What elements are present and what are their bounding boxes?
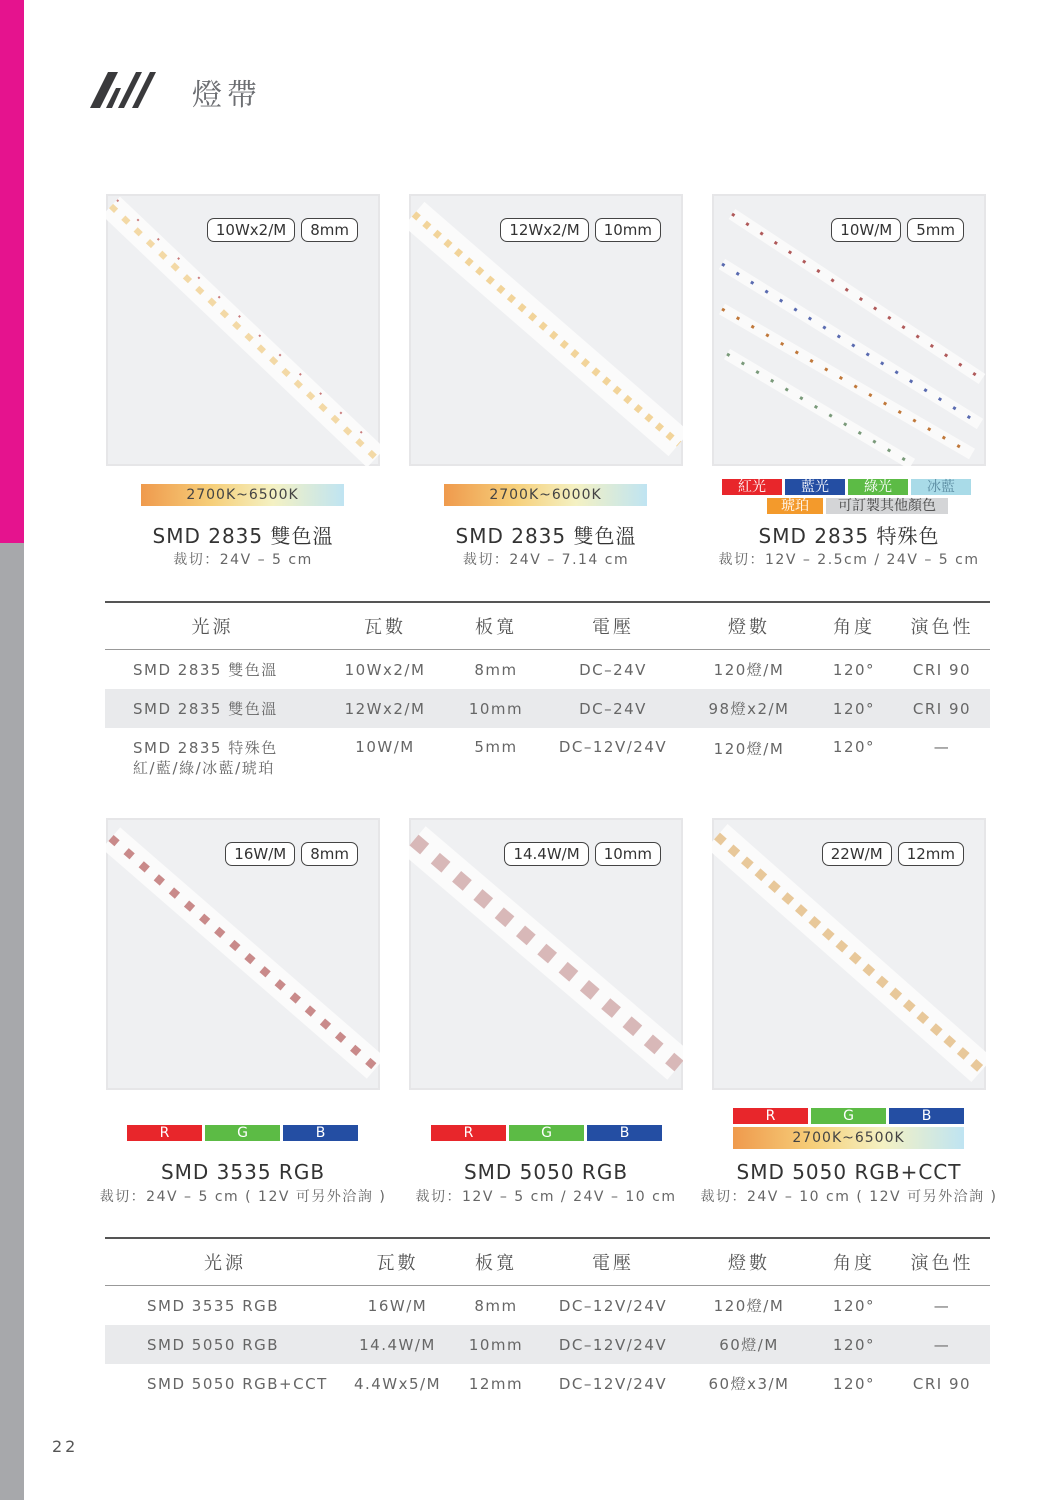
cell-led-count: 120燈/M	[713, 1297, 785, 1315]
table-row	[105, 689, 990, 728]
table-row	[105, 1286, 990, 1326]
wattage-badge: 14.4W/M	[504, 842, 588, 866]
color-green: 綠光	[848, 479, 908, 495]
side-accent-pink	[0, 0, 24, 543]
source-name: SMD 2835 特殊色	[133, 739, 278, 757]
column-header: 瓦數	[364, 617, 406, 638]
width-badge: 10mm	[595, 218, 661, 242]
table-row	[105, 1364, 990, 1403]
cell-wattage: 16W/M	[367, 1296, 428, 1315]
wattage-badge: 10Wx2/M	[207, 218, 295, 242]
cell-width: 8mm	[474, 660, 518, 679]
width-badge: 12mm	[898, 842, 964, 866]
color-temp-bar: 2700K~6500K	[141, 484, 344, 506]
rgb-green: G	[811, 1108, 886, 1124]
cell-wattage: 12Wx2/M	[320, 689, 450, 728]
side-accent-gray	[0, 543, 24, 1500]
wattage-badge: 16W/M	[225, 842, 295, 866]
cell-led-count: 120燈/M	[713, 661, 785, 679]
column-header: 演色性	[910, 617, 974, 638]
table-header-row	[105, 1238, 990, 1286]
cut-spec: 裁切：24V – 5 cm	[173, 552, 313, 568]
page-number: 22	[52, 1437, 79, 1456]
spec-table-1	[105, 601, 990, 779]
column-header: 角度	[833, 1253, 875, 1274]
rgb-bar	[733, 1108, 964, 1124]
column-header: 板寬	[475, 617, 517, 638]
wattage-badge: 22W/M	[822, 842, 892, 866]
column-header: 燈數	[728, 1253, 770, 1274]
cell-voltage: DC–24V	[579, 660, 647, 679]
column-header: 燈數	[728, 617, 770, 638]
column-header: 角度	[833, 617, 875, 638]
cell-cri: —	[894, 1325, 990, 1364]
rgb-bar	[431, 1125, 662, 1141]
cell-voltage: DC–12V/24V	[558, 738, 668, 756]
product-image-5	[409, 818, 683, 1090]
cell-angle: 120°	[814, 1325, 894, 1364]
rgb-blue: B	[587, 1125, 662, 1141]
rgb-green: G	[205, 1125, 280, 1141]
cell-led-count: 98燈x2/M	[684, 689, 814, 728]
cell-voltage: DC–12V/24V	[542, 1325, 684, 1364]
cut-spec: 裁切：12V – 5 cm / 24V – 10 cm	[415, 1189, 677, 1205]
source-colors: 紅/藍/綠/冰藍/琥珀	[133, 759, 275, 777]
cell-source: SMD 5050 RGB+CCT	[147, 1374, 328, 1393]
color-amber: 琥珀	[767, 498, 823, 514]
column-header: 光源	[204, 1253, 246, 1274]
column-header: 瓦數	[376, 1253, 419, 1274]
product-name: SMD 5050 RGB+CCT	[736, 1160, 962, 1184]
cell-wattage: 10W/M	[355, 738, 415, 756]
product-name: SMD 3535 RGB	[160, 1160, 326, 1184]
column-header: 電壓	[592, 1253, 634, 1274]
width-badge: 5mm	[907, 218, 964, 242]
cell-angle: 120°	[832, 1374, 876, 1393]
page-title: 燈帶	[192, 78, 262, 113]
cell-angle: 120°	[832, 660, 876, 679]
cell-angle: 120°	[832, 1296, 876, 1315]
rgb-blue: B	[283, 1125, 358, 1141]
color-iceblue: 冰藍	[911, 479, 971, 495]
color-blue: 藍光	[785, 479, 845, 495]
wattage-badge: 12Wx2/M	[500, 218, 588, 242]
brand-logo	[90, 70, 160, 110]
table-row	[105, 728, 990, 779]
cell-led-count: 60燈/M	[684, 1325, 814, 1364]
cell-source: SMD 2835 雙色溫	[133, 661, 278, 679]
cell-led-count: 120燈/M	[713, 740, 785, 758]
cell-voltage: DC–24V	[542, 689, 684, 728]
cell-cri: CRI 90	[912, 660, 972, 679]
rgb-red: R	[127, 1125, 202, 1141]
cell-led-count: 60燈x3/M	[708, 1375, 790, 1393]
cell-angle: 120°	[832, 738, 876, 756]
cell-source: SMD 3535 RGB	[147, 1296, 280, 1315]
spec-table-2	[105, 1237, 990, 1403]
cell-width: 12mm	[468, 1374, 524, 1393]
cut-spec: 裁切：24V – 7.14 cm	[462, 552, 630, 568]
width-badge: 8mm	[301, 842, 358, 866]
cell-cri: —	[933, 1296, 951, 1315]
product-image-2	[409, 194, 683, 466]
cell-voltage: DC–12V/24V	[558, 1374, 668, 1393]
color-temp-bar: 2700K~6000K	[444, 484, 647, 506]
product-name: SMD 2835 特殊色	[758, 524, 940, 548]
cell-width: 10mm	[450, 1325, 542, 1364]
width-badge: 10mm	[595, 842, 661, 866]
rgb-bar	[127, 1125, 358, 1141]
column-header: 板寬	[475, 1253, 517, 1274]
cell-wattage: 10Wx2/M	[344, 660, 426, 679]
table-row	[105, 650, 990, 690]
product-name: SMD 2835 雙色溫	[455, 524, 637, 548]
cell-source: SMD 5050 RGB	[105, 1325, 345, 1364]
cut-spec: 裁切：12V – 2.5cm / 24V – 5 cm	[718, 552, 980, 568]
product-image-1	[106, 194, 380, 466]
cut-spec: 裁切：24V – 5 cm ( 12V 可另外洽詢 )	[99, 1189, 387, 1205]
table-header-row	[105, 602, 990, 650]
product-image-4	[106, 818, 380, 1090]
cell-source	[105, 728, 320, 779]
cell-width: 8mm	[474, 1296, 518, 1315]
wattage-badge: 10W/M	[831, 218, 901, 242]
cut-spec: 裁切：24V – 10 cm ( 12V 可另外洽詢 )	[700, 1189, 998, 1205]
cell-wattage: 4.4Wx5/M	[353, 1374, 442, 1393]
column-header: 演色性	[910, 1253, 974, 1274]
cell-wattage: 14.4W/M	[345, 1325, 450, 1364]
color-options-row-2	[767, 498, 948, 514]
cell-cri: CRI 90	[894, 689, 990, 728]
rgb-green: G	[509, 1125, 584, 1141]
table-row	[105, 1325, 990, 1364]
cell-angle: 120°	[814, 689, 894, 728]
product-name: SMD 2835 雙色溫	[152, 524, 334, 548]
cell-cri: CRI 90	[912, 1374, 972, 1393]
color-red: 紅光	[722, 479, 782, 495]
product-image-6	[712, 818, 986, 1090]
product-image-3	[712, 194, 986, 466]
rgb-red: R	[733, 1108, 808, 1124]
color-options-row-1	[722, 479, 971, 495]
cell-voltage: DC–12V/24V	[558, 1296, 668, 1315]
column-header: 電壓	[592, 617, 634, 638]
product-name: SMD 5050 RGB	[463, 1160, 629, 1184]
cell-width: 10mm	[450, 689, 542, 728]
cell-source: SMD 2835 雙色溫	[105, 689, 320, 728]
column-header: 光源	[191, 617, 234, 638]
rgb-red: R	[431, 1125, 506, 1141]
color-temp-bar: 2700K~6500K	[733, 1127, 964, 1149]
cell-width: 5mm	[474, 738, 518, 756]
color-custom: 可訂製其他顏色	[826, 498, 948, 514]
rgb-blue: B	[889, 1108, 964, 1124]
width-badge: 8mm	[301, 218, 358, 242]
cell-cri: —	[933, 738, 951, 756]
